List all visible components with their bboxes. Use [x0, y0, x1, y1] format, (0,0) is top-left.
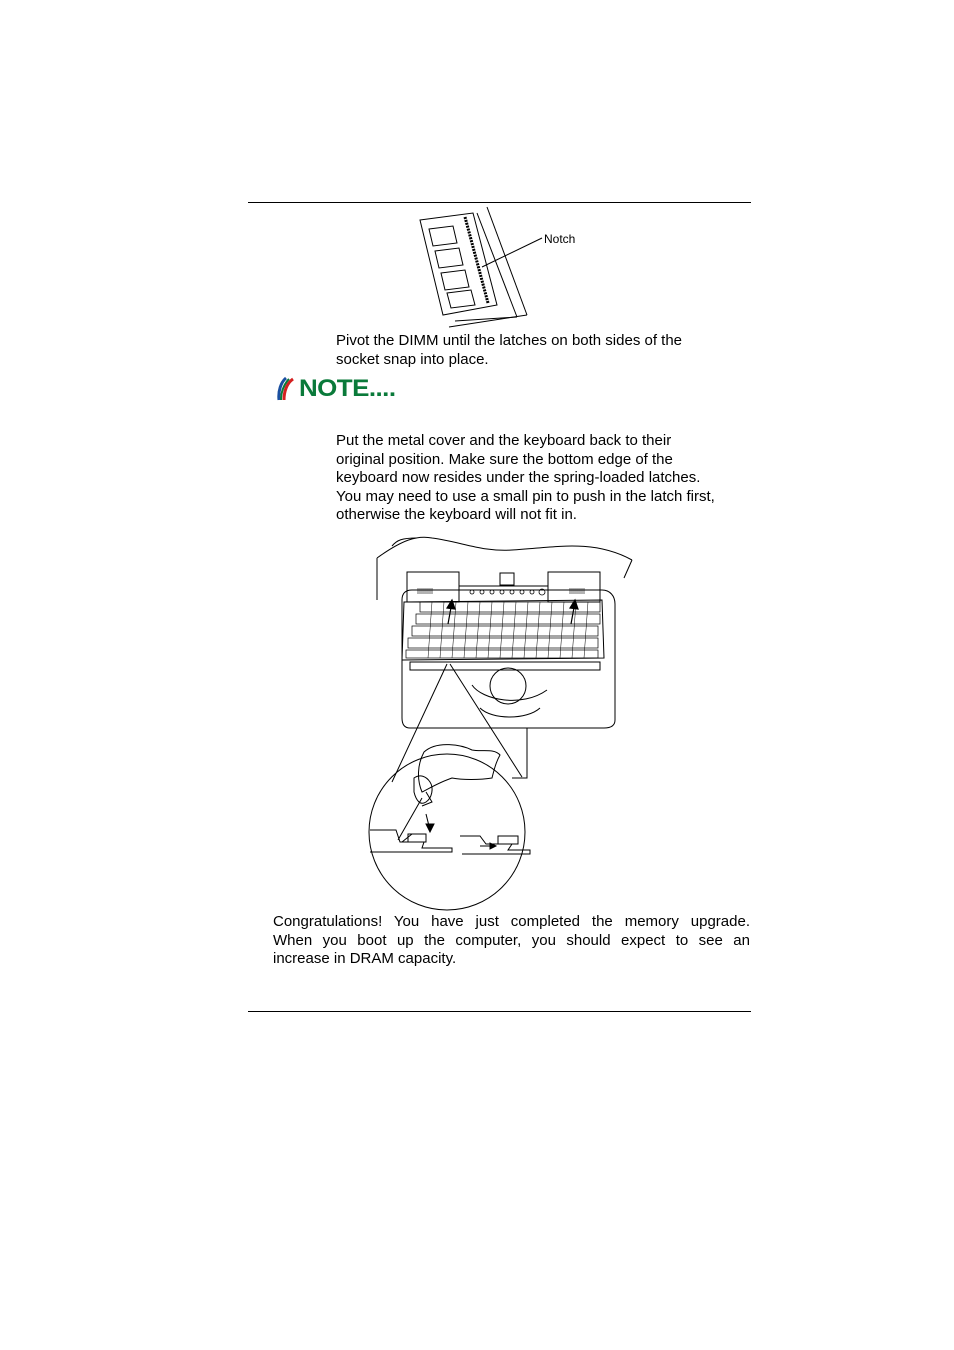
step-reassemble-line: original position. Make sure the bottom edge of the — [336, 450, 673, 468]
header-rule — [248, 202, 751, 203]
step-reassemble-line: You may need to use a small pin to push in the latch first, — [336, 487, 715, 505]
conclusion-line: Congratulations! You have just completed the memory upgrade. — [273, 913, 750, 930]
step-reassemble-line: otherwise the keyboard will not fit in. — [336, 506, 577, 523]
step-reassemble-line: Put the metal cover and the keyboard back to their — [336, 432, 672, 449]
dimm-figure — [415, 205, 585, 330]
footer-rule — [248, 1011, 751, 1012]
step-pivot-line: socket snap into place. — [336, 350, 489, 368]
note-swoosh-icon — [276, 376, 296, 402]
conclusion-line: increase in DRAM capacity. — [273, 950, 457, 967]
step-reassemble-text — [336, 432, 715, 525]
notch-label: Notch — [544, 232, 576, 246]
conclusion-text — [273, 913, 750, 969]
step-pivot-text — [336, 332, 682, 369]
note-label: NOTE.... — [299, 375, 396, 402]
conclusion-line: When you boot up the computer, you should expect to see an — [273, 931, 750, 949]
note-heading — [276, 374, 396, 404]
keyboard-figure — [362, 530, 637, 910]
step-pivot-line: Pivot the DIMM until the latches on both sides of the — [336, 332, 683, 349]
step-reassemble-line: keyboard now resides under the spring-loaded latches. — [336, 469, 701, 486]
